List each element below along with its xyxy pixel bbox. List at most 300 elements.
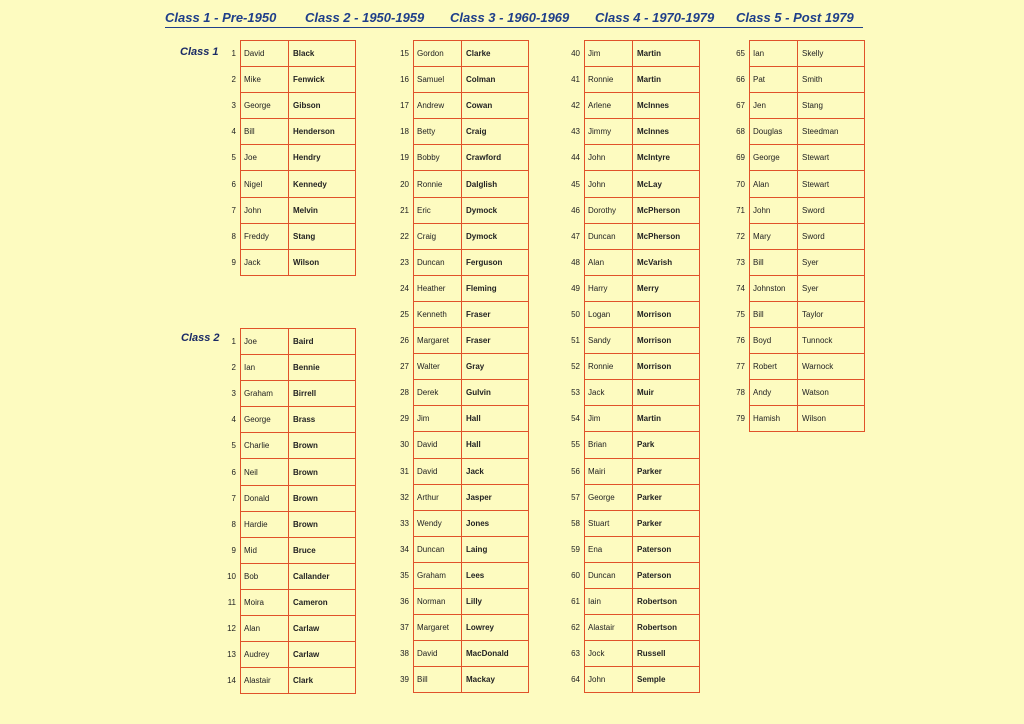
row-number: 71 [736,205,745,215]
first-name: Margaret [414,615,462,641]
table-row [218,537,356,563]
row-number: 1 [231,337,236,347]
last-name: Martin [633,41,700,67]
last-name: Taylor [798,301,865,327]
first-name: Alan [241,616,289,642]
last-name: Callander [289,563,356,589]
table-row [562,93,700,119]
last-name: Brown [289,485,356,511]
first-name: Jim [414,406,462,432]
row-number: 12 [227,624,236,634]
first-name: Duncan [585,223,633,249]
row-number: 75 [736,309,745,319]
first-name: Charlie [241,433,289,459]
last-name: MacDonald [462,641,529,667]
first-name: Eric [414,197,462,223]
row-number: 11 [227,597,236,607]
table-row [562,484,700,510]
table-row [391,223,529,249]
row-number: 78 [736,388,745,398]
table-row [391,171,529,197]
table-row [727,328,865,354]
row-number: 69 [736,153,745,163]
first-name: Alan [750,171,798,197]
row-number: 35 [400,570,409,580]
table-row [562,380,700,406]
table-row [391,588,529,614]
table-row [391,93,529,119]
first-name: Norman [414,588,462,614]
row-number: 6 [231,467,236,477]
last-name: Martin [633,406,700,432]
row-number: 66 [736,75,745,85]
last-name: Carlaw [289,642,356,668]
first-name: Logan [585,301,633,327]
row-number: 59 [571,544,580,554]
first-name: Bill [241,119,289,145]
row-number: 50 [571,309,580,319]
table-row [562,197,700,223]
last-name: Stewart [798,145,865,171]
last-name: McLay [633,171,700,197]
table-row [727,67,865,93]
first-name: Andy [750,380,798,406]
row-number: 22 [400,231,409,241]
first-name: Jen [750,93,798,119]
last-name: McPherson [633,197,700,223]
first-name: Andrew [414,93,462,119]
first-name: Betty [414,119,462,145]
first-name: Ena [585,536,633,562]
table-row [218,668,356,694]
row-number: 9 [231,545,236,555]
last-name: Morrison [633,328,700,354]
first-name: Gordon [414,41,462,67]
row-number: 49 [571,283,580,293]
last-name: Baird [289,329,356,355]
header-class3: Class 3 - 1960-1969 [450,10,570,25]
first-name: Ronnie [414,171,462,197]
table-row [391,615,529,641]
first-name: Ian [241,355,289,381]
first-name: John [241,197,289,223]
table-row [391,328,529,354]
row-number: 20 [400,179,409,189]
first-name: Duncan [414,249,462,275]
row-number: 40 [571,49,580,59]
row-number: 6 [231,179,236,189]
last-name: Stang [289,223,356,249]
last-name: Fleming [462,275,529,301]
table-row [562,119,700,145]
last-name: Martin [633,67,700,93]
table-row [391,145,529,171]
row-number: 25 [400,309,409,319]
last-name: Hall [462,432,529,458]
row-number: 54 [571,414,580,424]
row-number: 33 [400,518,409,528]
class2-label: Class 2 [181,332,220,344]
last-name: Ferguson [462,249,529,275]
last-name: Gibson [289,93,356,119]
row-number: 73 [736,257,745,267]
table-row [218,93,356,119]
row-number: 4 [231,127,236,137]
last-name: Sword [798,197,865,223]
first-name: Mary [750,223,798,249]
table-row [391,67,529,93]
first-name: Kenneth [414,301,462,327]
table-row [562,458,700,484]
first-name: Douglas [750,119,798,145]
table-row [391,249,529,275]
last-name: Henderson [289,119,356,145]
table-row [218,563,356,589]
last-name: Crawford [462,145,529,171]
row-number: 48 [571,257,580,267]
last-name: Warnock [798,354,865,380]
first-name: Wendy [414,510,462,536]
last-name: Syer [798,275,865,301]
table-row [218,223,356,249]
table-row [391,536,529,562]
last-name: Lowrey [462,615,529,641]
last-name: Stewart [798,171,865,197]
first-name: Duncan [414,536,462,562]
first-name: John [585,667,633,693]
first-name: Moira [241,589,289,615]
row-number: 42 [571,101,580,111]
table-row [727,145,865,171]
first-name: Alan [585,249,633,275]
row-number: 57 [571,492,580,502]
table-row [391,119,529,145]
table-row [562,171,700,197]
first-name: Iain [585,588,633,614]
last-name: McVarish [633,249,700,275]
table-row [391,562,529,588]
first-name: Dorothy [585,197,633,223]
last-name: Fraser [462,301,529,327]
first-name: Mairi [585,458,633,484]
table-row [727,171,865,197]
table-row [562,67,700,93]
first-name: George [241,93,289,119]
table-row [727,380,865,406]
table-row [218,145,356,171]
header-class2: Class 2 - 1950-1959 [305,10,425,25]
table-row [727,223,865,249]
last-name: Kennedy [289,171,356,197]
first-name: Joe [241,329,289,355]
last-name: Wilson [289,249,356,275]
first-name: Jack [241,249,289,275]
table-row [218,355,356,381]
first-name: Duncan [585,562,633,588]
row-number: 76 [736,336,745,346]
last-name: Morrison [633,301,700,327]
row-number: 36 [400,597,409,607]
class1-list [218,40,356,276]
header-class5: Class 5 - Post 1979 [736,10,854,25]
first-name: Donald [241,485,289,511]
row-number: 72 [736,231,745,241]
last-name: Jasper [462,484,529,510]
last-name: Clarke [462,41,529,67]
first-name: Johnston [750,275,798,301]
first-name: Ronnie [585,354,633,380]
row-number: 63 [571,649,580,659]
table-row [562,406,700,432]
table-row [391,275,529,301]
row-number: 8 [231,519,236,529]
row-number: 79 [736,414,745,424]
table-row [562,301,700,327]
first-name: Jim [585,41,633,67]
first-name: Bobby [414,145,462,171]
row-number: 8 [231,231,236,241]
first-name: David [414,432,462,458]
first-name: David [414,641,462,667]
row-number: 10 [227,571,236,581]
first-name: Bill [414,667,462,693]
first-name: Ronnie [585,67,633,93]
last-name: Bruce [289,537,356,563]
header-underline [165,27,863,28]
last-name: McIntyre [633,145,700,171]
table-row [391,432,529,458]
row-number: 2 [231,363,236,373]
table-row [727,354,865,380]
row-number: 7 [231,205,236,215]
table-row [218,249,356,275]
table-row [218,67,356,93]
last-name: Melvin [289,197,356,223]
table-row [562,249,700,275]
first-name: Audrey [241,642,289,668]
last-name: Birrell [289,381,356,407]
row-number: 37 [400,623,409,633]
last-name: Dymock [462,223,529,249]
row-number: 23 [400,257,409,267]
row-number: 9 [231,257,236,267]
table-row [218,459,356,485]
first-name: Ian [750,41,798,67]
first-name: Pat [750,67,798,93]
first-name: Margaret [414,328,462,354]
table-row [391,484,529,510]
table-row [218,171,356,197]
row-number: 51 [571,336,580,346]
row-number: 26 [400,336,409,346]
last-name: Lees [462,562,529,588]
table-row [391,380,529,406]
class1-label: Class 1 [180,46,219,58]
first-name: Boyd [750,328,798,354]
last-name: Paterson [633,562,700,588]
last-name: Park [633,432,700,458]
row-number: 62 [571,623,580,633]
row-number: 14 [227,676,236,686]
table-row [562,354,700,380]
first-name: Bill [750,301,798,327]
row-number: 19 [400,153,409,163]
first-name: Jack [585,380,633,406]
first-name: Alastair [585,615,633,641]
first-name: George [241,407,289,433]
row-number: 28 [400,388,409,398]
row-number: 27 [400,362,409,372]
header-class1: Class 1 - Pre-1950 [165,10,277,25]
table-row [391,197,529,223]
row-number: 53 [571,388,580,398]
table-row [562,223,700,249]
last-name: Skelly [798,41,865,67]
list-column-3 [562,40,700,693]
row-number: 30 [400,440,409,450]
last-name: Watson [798,380,865,406]
row-number: 47 [571,231,580,241]
last-name: Bennie [289,355,356,381]
table-row [391,41,529,67]
row-number: 64 [571,675,580,685]
table-row [218,407,356,433]
last-name: Brown [289,511,356,537]
table-row [727,119,865,145]
row-number: 60 [571,570,580,580]
row-number: 34 [400,544,409,554]
first-name: Graham [414,562,462,588]
last-name: Brown [289,459,356,485]
row-number: 52 [571,362,580,372]
first-name: George [750,145,798,171]
row-number: 13 [227,650,236,660]
list-column-4 [727,40,865,432]
first-name: Mike [241,67,289,93]
row-number: 58 [571,518,580,528]
first-name: Mid [241,537,289,563]
table-row [218,41,356,67]
row-number: 32 [400,492,409,502]
first-name: Hardie [241,511,289,537]
last-name: Cowan [462,93,529,119]
table-row [562,432,700,458]
first-name: David [414,458,462,484]
last-name: Dalglish [462,171,529,197]
last-name: McPherson [633,223,700,249]
row-number: 31 [400,466,409,476]
table-row [218,589,356,615]
row-number: 1 [231,49,236,59]
last-name: Wilson [798,406,865,432]
table-row [391,510,529,536]
row-number: 70 [736,179,745,189]
last-name: Smith [798,67,865,93]
last-name: Gray [462,354,529,380]
first-name: Bill [750,249,798,275]
first-name: Derek [414,380,462,406]
last-name: Muir [633,380,700,406]
last-name: Dymock [462,197,529,223]
row-number: 18 [400,127,409,137]
first-name: David [241,41,289,67]
table-row [562,275,700,301]
first-name: John [585,145,633,171]
last-name: Fraser [462,328,529,354]
last-name: Jack [462,458,529,484]
first-name: Craig [414,223,462,249]
last-name: Parker [633,458,700,484]
row-number: 39 [400,675,409,685]
first-name: George [585,484,633,510]
last-name: Merry [633,275,700,301]
table-row [727,301,865,327]
last-name: Hall [462,406,529,432]
table-row [562,536,700,562]
first-name: Jim [585,406,633,432]
last-name: Black [289,41,356,67]
row-number: 5 [231,153,236,163]
table-row [562,667,700,693]
last-name: McInnes [633,119,700,145]
table-row [562,510,700,536]
last-name: Russell [633,641,700,667]
last-name: Fenwick [289,67,356,93]
table-row [391,641,529,667]
first-name: John [585,171,633,197]
class2-list [218,328,356,694]
last-name: Carlaw [289,616,356,642]
row-number: 4 [231,415,236,425]
last-name: Jones [462,510,529,536]
first-name: Samuel [414,67,462,93]
last-name: Mackay [462,667,529,693]
last-name: Robertson [633,615,700,641]
table-row [391,406,529,432]
first-name: Robert [750,354,798,380]
table-row [218,642,356,668]
table-row [391,354,529,380]
last-name: Laing [462,536,529,562]
table-row [218,511,356,537]
row-number: 41 [571,75,580,85]
table-row [727,41,865,67]
first-name: Jimmy [585,119,633,145]
row-number: 56 [571,466,580,476]
first-name: John [750,197,798,223]
table-row [562,328,700,354]
first-name: Freddy [241,223,289,249]
row-number: 77 [736,362,745,372]
table-row [562,562,700,588]
table-row [727,249,865,275]
table-row [218,616,356,642]
table-row [218,381,356,407]
row-number: 5 [231,441,236,451]
last-name: Robertson [633,588,700,614]
table-row [391,667,529,693]
row-number: 24 [400,283,409,293]
first-name: Harry [585,275,633,301]
first-name: Jock [585,641,633,667]
table-row [218,119,356,145]
last-name: Cameron [289,589,356,615]
last-name: Colman [462,67,529,93]
first-name: Bob [241,563,289,589]
table-row [727,275,865,301]
row-number: 44 [571,153,580,163]
table-row [562,615,700,641]
